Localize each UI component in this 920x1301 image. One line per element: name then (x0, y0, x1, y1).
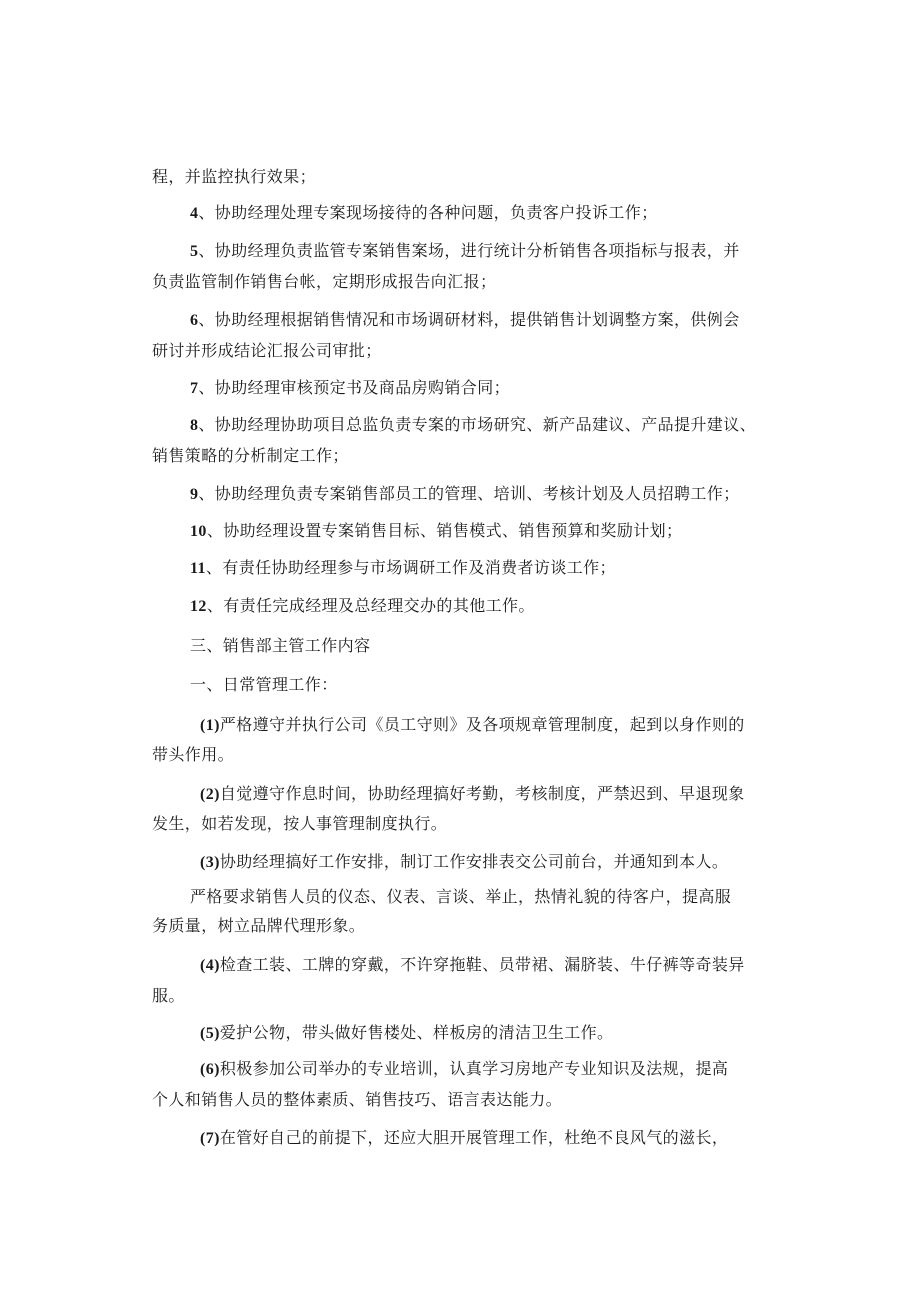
paragraph-line (152, 813, 447, 836)
item-number: (6) (200, 1061, 220, 1078)
paragraph-line (190, 557, 616, 580)
line-text: 、协助经理设置专案销售目标、销售模式、销售预算和奖励计划； (206, 521, 683, 540)
item-number: (7) (200, 1130, 220, 1147)
item-number: 11 (190, 560, 206, 577)
paragraph-line (152, 340, 382, 363)
line-text: 个人和销售人员的整体素质、销售技巧、语言表达能力。 (152, 1090, 563, 1109)
paragraph-line (152, 271, 496, 294)
line-text: 负责监管制作销售台帐，定期形成报告向汇报； (152, 272, 497, 291)
item-number: (3) (200, 854, 220, 871)
paragraph-line (152, 744, 234, 767)
paragraph-line (200, 783, 745, 806)
line-text: 、协助经理负责专案销售部员工的管理、培训、考核计划及人员招聘工作； (198, 484, 740, 503)
paragraph-line (152, 166, 316, 189)
item-number: 8 (190, 417, 199, 434)
paragraph-line (200, 1022, 613, 1045)
line-text: 、有责任完成经理及总经理交办的其他工作。 (206, 596, 535, 615)
paragraph-line (200, 851, 728, 874)
line-text: 、协助经理处理专案现场接待的各种问题，负责客户投诉工作； (198, 203, 658, 222)
line-text: 严格要求销售人员的仪态、仪表、言谈、举止，热情礼貌的待客户，提高服 (190, 887, 732, 906)
line-text: 、有责任协助经理参与市场调研工作及消费者访谈工作； (205, 558, 616, 577)
paragraph-line (152, 915, 365, 938)
paragraph-line (190, 595, 535, 618)
paragraph-line (200, 1127, 728, 1150)
paragraph-line (190, 414, 756, 437)
line-text: 协助经理搞好工作安排，制订工作安排表交公司前台，并通知到本人。 (219, 852, 729, 871)
line-text: 爱护公物，带头做好售楼处、样板房的清洁卫生工作。 (219, 1023, 614, 1042)
item-number: (4) (200, 957, 220, 974)
line-text: 积极参加公司举办的专业培训，认真学习房地产专业知识及法规，提高 (219, 1059, 729, 1078)
line-text: 自觉遵守作息时间，协助经理搞好考勤，考核制度，严禁迟到、早退现象 (219, 784, 745, 803)
line-text: 检查工装、工牌的穿戴，不许穿拖鞋、员带裙、漏脐装、牛仔裤等奇装异 (219, 955, 745, 974)
paragraph-line (152, 985, 185, 1008)
paragraph-line (190, 240, 740, 263)
item-number: 10 (190, 523, 207, 540)
line-text: 、协助经理根据销售情况和市场调研材料，提供销售计划调整方案，供例会 (198, 310, 740, 329)
paragraph-line (152, 1089, 562, 1112)
paragraph-line (200, 1058, 728, 1081)
paragraph-line (190, 377, 510, 400)
subsection-heading (190, 674, 338, 697)
line-text: 务质量，树立品牌代理形象。 (152, 916, 366, 935)
line-text: 在管好自己的前提下，还应大胆开展管理工作，杜绝不良风气的滋长， (219, 1128, 729, 1147)
paragraph-line (190, 483, 740, 506)
item-number: 5 (190, 243, 199, 260)
item-number: (2) (200, 786, 220, 803)
item-number: (5) (200, 1025, 220, 1042)
line-text: 、协助经理负责监管专案销售案场，进行统计分析销售各项指标与报表，并 (198, 241, 740, 260)
line-text: 、协助经理审核预定书及商品房购销合同； (198, 378, 511, 397)
line-text: 三、销售部主管工作内容 (190, 636, 371, 655)
item-number: 6 (190, 312, 199, 329)
line-text: 研讨并形成结论汇报公司审批； (152, 341, 382, 360)
paragraph-line (190, 520, 682, 543)
line-text: 严格遵守并执行公司《员工守则》及各项规章管理制度，起到以身作则的 (219, 715, 745, 734)
item-number: 7 (190, 380, 199, 397)
line-text: 服。 (152, 986, 185, 1005)
item-number: 12 (190, 598, 207, 615)
paragraph-line (200, 714, 745, 737)
section-heading (190, 635, 370, 658)
paragraph-line (190, 202, 658, 225)
line-text: 程，并监控执行效果； (152, 167, 317, 186)
paragraph-line (200, 954, 745, 977)
line-text: 带头作用。 (152, 745, 235, 764)
line-text: 销售策略的分析制定工作； (152, 446, 349, 465)
line-text: 一、日常管理工作： (190, 675, 338, 694)
item-number: (1) (200, 717, 220, 734)
item-number: 4 (190, 205, 199, 222)
paragraph-line (190, 886, 731, 909)
line-text: 、协助经理协助项目总监负责专案的市场研究、新产品建议、产品提升建议、 (198, 415, 757, 434)
item-number: 9 (190, 486, 199, 503)
paragraph-line (190, 309, 740, 332)
paragraph-line (152, 445, 349, 468)
line-text: 发生，如若发现，按人事管理制度执行。 (152, 814, 448, 833)
